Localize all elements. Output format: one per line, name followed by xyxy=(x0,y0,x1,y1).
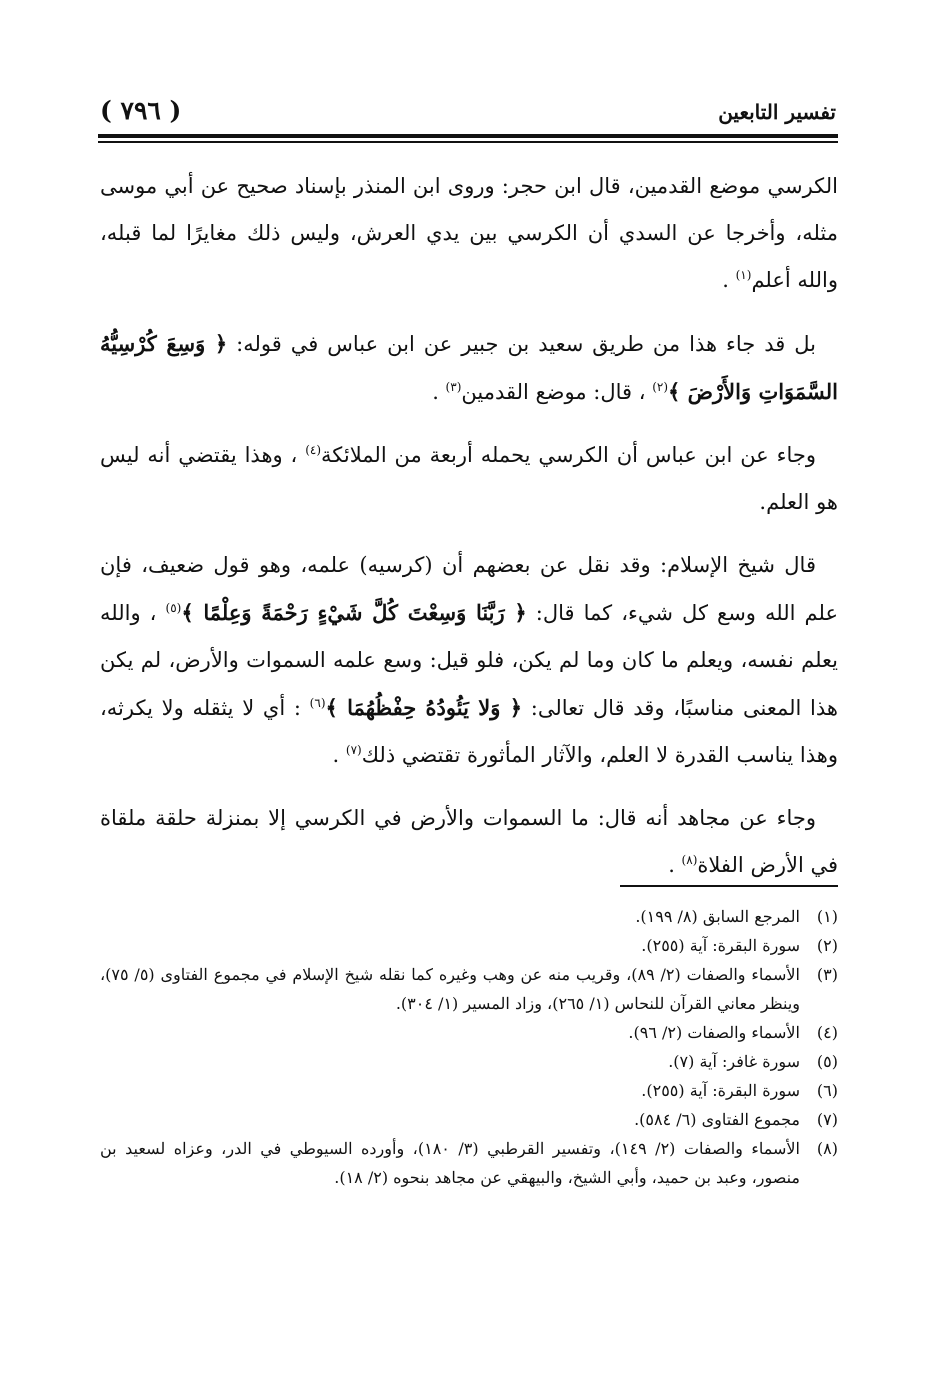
footnote-ref-8: (٨) xyxy=(681,853,698,867)
paragraph-1: الكرسي موضع القدمين، قال ابن حجر: وروى ابن المنذر بإسناد صحيح عن أبي موسى مثله، وأخرجا عن السدي أن الكرسي بين يدي العرش، وليس ذلك مغايرًا لما قبله، والله أعلم$^{(١)}$ . xyxy=(100,174,838,292)
page-number: ( ٧٩٦ ) xyxy=(100,96,182,125)
footnote-item: (٦) سورة البقرة: آية (٢٥٥). xyxy=(641,1081,838,1100)
running-title: تفسير التابعين xyxy=(718,100,836,124)
main-text xyxy=(100,163,838,905)
footnote-ref-4: (٤) xyxy=(305,443,322,457)
footnote-ref-1: (١) xyxy=(735,268,752,282)
header-rule-thin xyxy=(98,141,838,143)
footnote-item: (٨) الأسماء والصفات (٢/ ١٤٩)، وتفسير القرطبي (٣/ ١٨٠)، وأورده السيوطي في الدر، وعزاه لسعيد بن منصور، وعبد بن حميد، وأبي الشيخ، والبيهقي عن مجاهد بنحوه (٢/ ١٨). xyxy=(100,1139,838,1187)
footnote-item: (٢) سورة البقرة: آية (٢٥٥). xyxy=(641,936,838,955)
footnote-item: (٤) الأسماء والصفات (٢/ ٩٦). xyxy=(628,1023,838,1042)
footnote-ref-6: (٦) xyxy=(309,696,326,710)
footnote-item: (٣) الأسماء والصفات (٢/ ٨٩)، وقريب منه عن وهب وغيره كما نقله شيخ الإسلام في مجموع الفتاوى (٥/ ٧٥)، وينظر معاني القرآن للنحاس (١/ ٢٦٥)، وزاد المسير (١/ ٣٠٤). xyxy=(100,965,838,1013)
paragraph-3: وجاء عن ابن عباس أن الكرسي يحمله أربعة من الملائكة$^{(٤)}$ ، وهذا يقتضي أنه ليس هو العلم. xyxy=(100,443,838,514)
footnote-ref-7: (٧) xyxy=(345,743,362,757)
quran-verse: ﴿ وَسِعَ كُرْسِيُّهُ السَّمَوَاتِ وَالأَرْضَ ﴾ xyxy=(100,331,838,404)
footnote-item: (١) المرجع السابق (٨/ ١٩٩). xyxy=(635,907,838,926)
paragraph-2: بل قد جاء هذا من طريق سعيد بن جبير عن ابن عباس في قوله: ﴿ وَسِعَ كُرْسِيُّهُ السَّمَوَاتِ وَالأَرْضَ ﴾$^{(٢)}$ ، قال: موضع القدمين$^{(٣)}$ . xyxy=(100,331,838,404)
footnotes xyxy=(100,902,838,1192)
footnote-item: (٥) سورة غافر: آية (٧). xyxy=(668,1052,838,1071)
footnote-item: (٧) مجموع الفتاوى (٦/ ٥٨٤). xyxy=(634,1110,838,1129)
quran-verse: ﴿ وَلا يَئُودُهُ حِفْظُهُمَا ﴾ xyxy=(325,695,523,720)
page-header xyxy=(98,96,838,128)
paragraph-4: قال شيخ الإسلام: وقد نقل عن بعضهم أن (كرسيه) علمه، وهو قول ضعيف، فإن علم الله وسع كل شيء، كما قال: ﴿ رَبَّنَا وَسِعْتَ كُلَّ شَيْءٍ رَحْمَةً وَعِلْمًا ﴾$^{(٥)}$ ، والله يعلم نفسه، ويعلم ما كان وما لم يكن، فلو قيل: وسع علمه السموات والأرض، لم يكن هذا المعنى مناسبًا، وقد قال تعالى: ﴿ وَلا يَئُودُهُ حِفْظُهُمَا ﴾$^{(٦)}$ : أي لا يثقله ولا يكرثه، وهذا يناسب القدرة لا العلم، والآثار المأثورة تقتضي ذلك$^{(٧)}$ . xyxy=(100,553,838,767)
footnote-separator xyxy=(620,885,838,887)
header-rule-thick xyxy=(98,134,838,138)
paragraph-5: وجاء عن مجاهد أنه قال: ما السموات والأرض في الكرسي إلا بمنزلة حلقة ملقاة في الأرض الفلاة$^{(٨)}$ . xyxy=(100,806,838,877)
quran-verse: ﴿ رَبَّنَا وَسِعْتَ كُلَّ شَيْءٍ رَحْمَةً وَعِلْمًا ﴾ xyxy=(181,600,527,625)
footnote-ref-3: (٣) xyxy=(445,380,462,394)
footnote-ref-2: (٢) xyxy=(652,380,669,394)
footnote-ref-5: (٥) xyxy=(165,601,182,615)
